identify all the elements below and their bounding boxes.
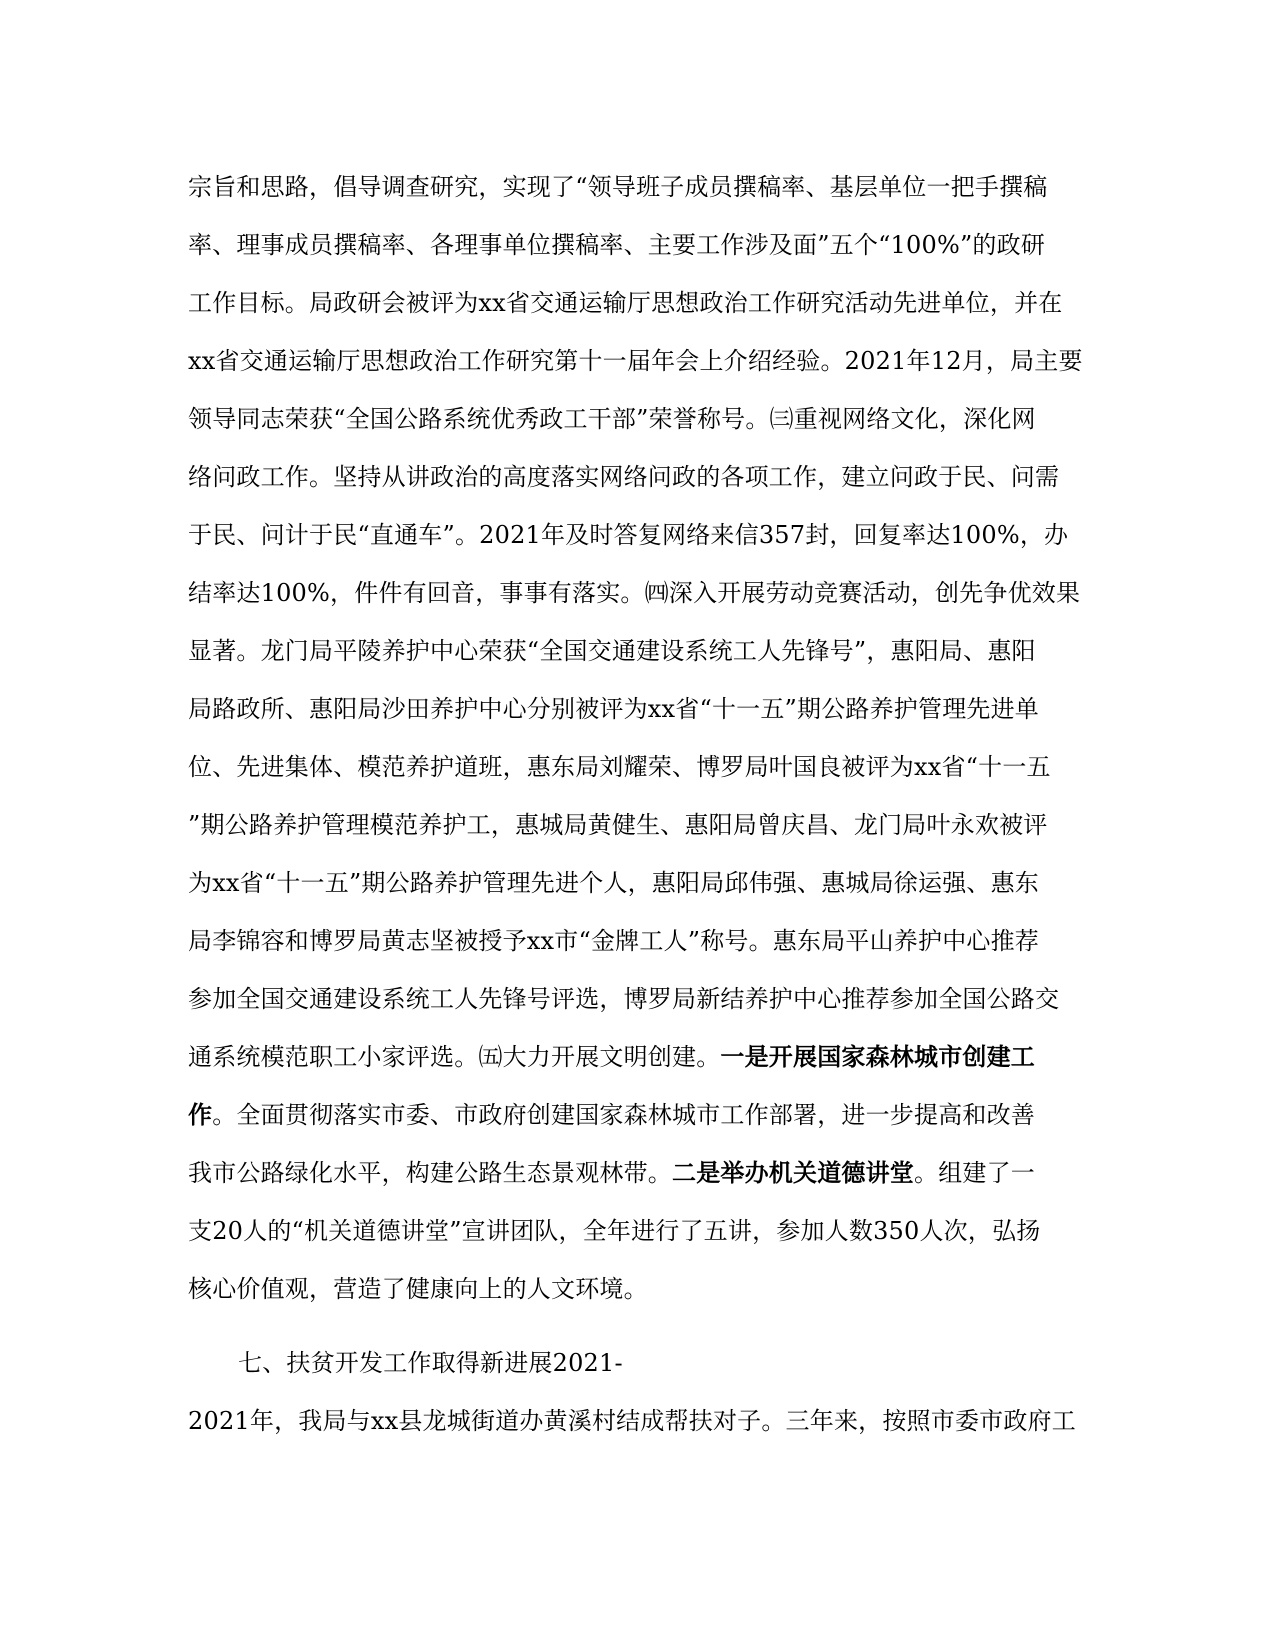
text-line-7: 于民、问计于民“直通车”。2021年及时答复网络来信357封，回复率达100%，办 <box>188 521 1069 549</box>
text-line-18-plain: 我市公路绿化水平，构建公路生态景观林带。 <box>188 1159 672 1187</box>
text-line-4: xx省交通运输厅思想政治工作研究第十一届年会上介绍经验。2021年12月，局主要 <box>188 347 1083 375</box>
text-line-18-tail: 。组建了一 <box>914 1159 1035 1187</box>
text-line-9: 显著。龙门局平陵养护中心荣获“全国交通建设系统工人先锋号”，惠阳局、惠阳 <box>188 637 1036 665</box>
text-line-22: 2021年，我局与xx县龙城街道办黄溪村结成帮扶对子。三年来，按照市委市政府工 <box>188 1407 1076 1435</box>
text-line-5: 领导同志荣获“全国公路系统优秀政工干部”荣誉称号。㈢重视网络文化，深化网 <box>188 405 1036 433</box>
text-line-10: 局路政所、惠阳局沙田养护中心分别被评为xx省“十一五”期公路养护管理先进单 <box>188 695 1040 723</box>
text-line-1: 宗旨和思路，倡导调查研究，实现了“领导班子成员撰稿率、基层单位一把手撰稿 <box>188 173 1048 201</box>
text-line-6: 络问政工作。坚持从讲政治的高度落实网络问政的各项工作，建立问政于民、问需 <box>188 463 1060 491</box>
text-line-20: 核心价值观，营造了健康向上的人文环境。 <box>188 1275 648 1303</box>
text-line-17 <box>188 1098 1088 1132</box>
text-line-2: 率、理事成员撰稿率、各理事单位撰稿率、主要工作涉及面”五个“100%”的政研 <box>188 231 1046 259</box>
text-line-11: 位、先进集体、模范养护道班，惠东局刘耀荣、博罗局叶国良被评为xx省“十一五 <box>188 753 1051 781</box>
text-line-13: 为xx省“十一五”期公路养护管理先进个人，惠阳局邱伟强、惠城局徐运强、惠东 <box>188 869 1040 897</box>
text-line-15: 参加全国交通建设系统工人先锋号评选，博罗局新结养护中心推荐参加全国公路交 <box>188 985 1060 1013</box>
text-line-12: ”期公路养护管理模范养护工，惠城局黄健生、惠阳局曾庆昌、龙门局叶永欢被评 <box>188 811 1048 839</box>
bold-heading-forest-city-end: 作 <box>188 1100 213 1129</box>
text-line-19: 支20人的“机关道德讲堂”宣讲团队，全年进行了五讲，参加人数350人次，弘扬 <box>188 1217 1041 1245</box>
text-line-16-plain: 通系统模范职工小家评选。㈤大力开展文明创建。 <box>188 1043 721 1071</box>
text-line-3: 工作目标。局政研会被评为xx省交通运输厅思想政治工作研究活动先进单位，并在 <box>188 289 1063 317</box>
section-heading-7: 七、扶贫开发工作取得新进展2021- <box>238 1349 623 1377</box>
text-line-8: 结率达100%，件件有回音，事事有落实。㈣深入开展劳动竞赛活动，创先争优效果 <box>188 579 1081 607</box>
text-line-17-plain: 。全面贯彻落实市委、市政府创建国家森林城市工作部署，进一步提高和改善 <box>212 1101 1036 1129</box>
text-line-14: 局李锦容和博罗局黄志坚被授予xx市“金牌工人”称号。惠东局平山养护中心推荐 <box>188 927 1040 955</box>
text-line-18 <box>188 1156 1088 1190</box>
text-line-16 <box>188 1040 1088 1074</box>
bold-heading-ethics-forum: 二是举办机关道德讲堂 <box>672 1158 914 1187</box>
bold-heading-forest-city: 一是开展国家森林城市创建工 <box>720 1042 1036 1071</box>
